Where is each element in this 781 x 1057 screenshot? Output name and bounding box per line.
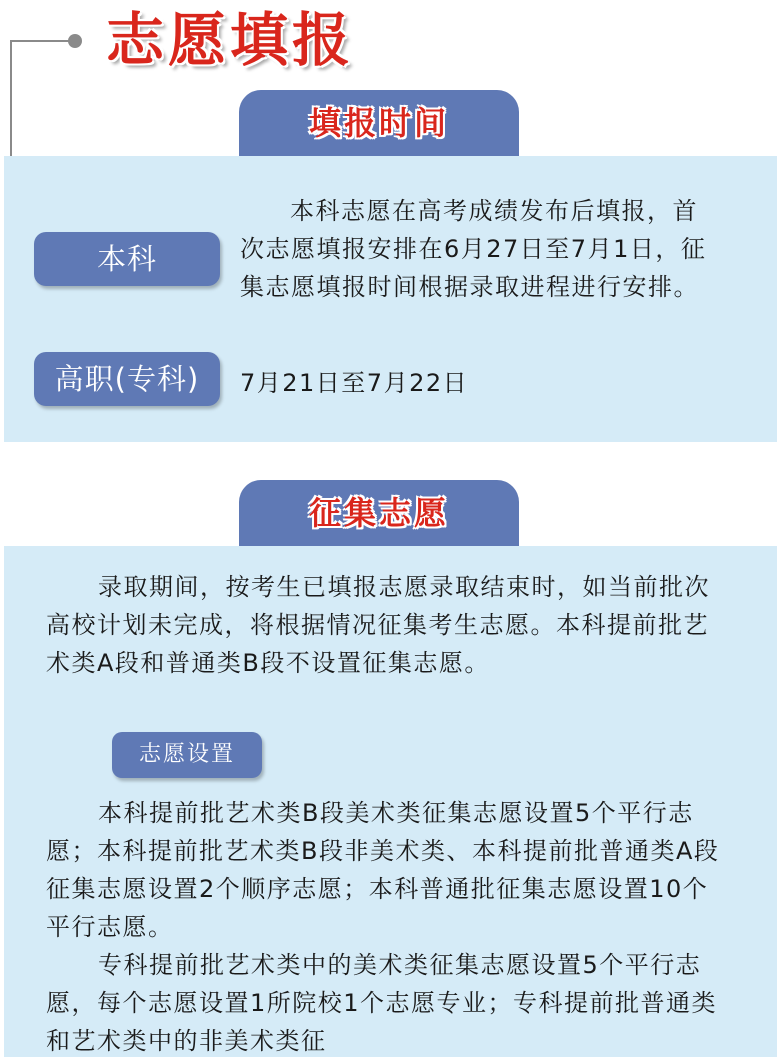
undergraduate-setting-text: 本科提前批艺术类B段美术类征集志愿设置5个平行志愿；本科提前批艺术类B段非美术类、本科提前批普通类A段征集志愿设置2个顺序志愿；本科普通批征集志愿设置10个平行志愿。 — [46, 799, 720, 941]
volunteer-setting-tag-text: 志愿设置 — [138, 742, 235, 767]
undergraduate-time-text: 本科志愿在高考成绩发布后填报，首次志愿填报安排在6月27日至7月1日，征集志愿填报时间根据录取进程进行安排。 — [240, 197, 707, 301]
header-connector-line-horizontal — [10, 40, 72, 42]
section-tab-supplementary — [239, 480, 519, 546]
vocational-time-text: 7月21日至7月22日 — [240, 369, 469, 397]
page-title: 志愿填报 — [106, 6, 355, 74]
header-bullet-dot — [68, 34, 82, 48]
supplementary-intro-text: 录取期间，按考生已填报志愿录取结束时，如当前批次高校计划未完成，将根据情况征集考生志愿。本科提前批艺术类A段和普通类B段不设置征集志愿。 — [46, 573, 710, 677]
label-vocational — [34, 352, 220, 406]
label-vocational-text: 高职(专科) — [54, 362, 200, 396]
label-undergraduate — [34, 232, 220, 286]
header-connector-line — [10, 40, 12, 160]
supplementary-panel — [4, 546, 777, 1057]
volunteer-setting-tag — [112, 732, 262, 778]
section-tab-label: 填报时间 — [308, 104, 449, 142]
section-tab-label: 征集志愿 — [308, 494, 449, 532]
fill-time-panel — [4, 156, 777, 442]
vocational-setting-text: 专科提前批艺术类中的美术类征集志愿设置5个平行志愿，每个志愿设置1所院校1个志愿专业；专科提前批普通类和艺术类中的非美术类征 — [46, 951, 718, 1055]
label-undergraduate-text: 本科 — [96, 242, 157, 276]
section-tab-fill-time — [239, 90, 519, 156]
